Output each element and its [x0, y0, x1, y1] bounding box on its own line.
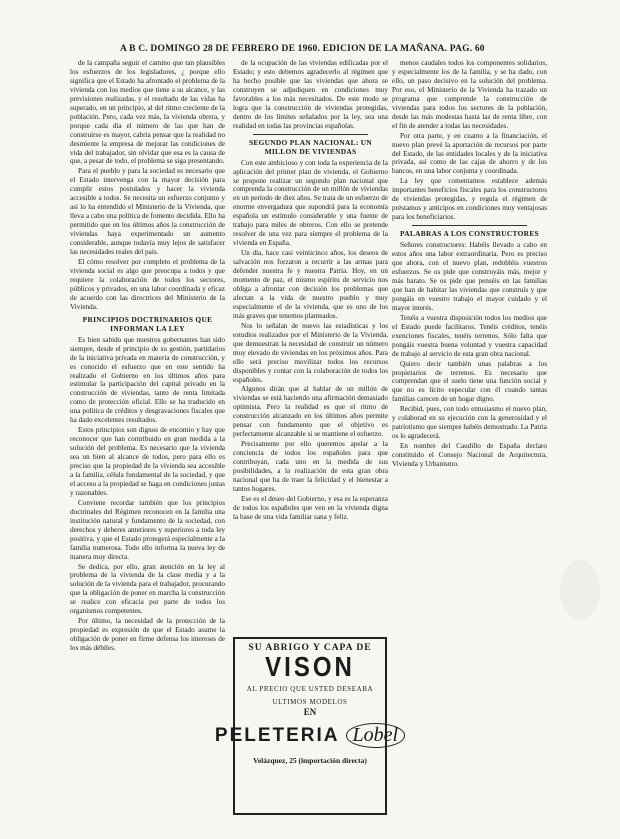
ad-address: Velázquez, 25 (importación directa)	[253, 756, 367, 765]
paragraph: Es bien sabido que nuestros gobernantes han sido siempre, desde el principio de su gestión, partidarios de la iniciativa privada en materia de construcción, y es conocido el esfuerzo que en este sentido ha realizado el Gobierno en los últimos años para estimular la participación del capital privado en la construcción de viviendas, tanto de renta limitada como de protección oficial. Ello se ha traducido en una política de créditos y desgravaciones fiscales que ha dado excelentes resultados.	[70, 335, 225, 425]
section-heading: PALABRAS A LOS CONSTRUCTORES	[400, 229, 539, 239]
paragraph: Por último, la necesidad de la protección de la propiedad es expresión de que el Estado asume la obligación de poner en firme defensa los intereses de los más débiles.	[70, 617, 225, 653]
paragraph: En nombre del Caudillo de España declaro constituido el Consejo Nacional de Arquitectura, Vivienda y Urbanismo.	[392, 442, 547, 469]
paragraph: Recibid, pues, con todo entusiasmo el nuevo plan, y colaborad en su ejecución con la generosidad y el patriotismo que siempre habéis demostrado. La Patria os lo agradecerá.	[392, 405, 547, 441]
ad-line: EN	[303, 707, 317, 717]
paragraph: La ley que comentamos establece además importantes beneficios fiscales para los constructores de viviendas protegidas, y regula el régimen de préstamos y anticipos en condiciones muy ventajosas para los beneficiarios.	[392, 177, 547, 222]
paragraph: Precisamente por ello queremos apelar a la conciencia de todos los españoles para que contribuyan, cada uno en la medida de sus posibilidades, a la realización de esta gran obra nacional que ha de traer la felicidad y el bienestar a tantos hogares.	[233, 440, 388, 493]
ad-store-name: PELETERIA	[214, 724, 340, 746]
column-middle	[233, 59, 388, 629]
paragraph: Señores constructores: Habéis llevado a cabo en estos años una labor extraordinaria. Pero es preciso que ahora, con el nuevo plan, redobléis vuestros esfuerzos. Se os pide que construyáis más, mejor y más barato. Se os pide que penséis en las familias que han de habitar las viviendas que construís y que pongáis en vuestro trabajo el mayor cuidado y el mayor interés.	[392, 241, 547, 312]
section-heading: PRINCIPIOS DOCTRINARIOS QUE INFORMAN LA LEY	[82, 314, 213, 333]
paragraph: Ese es el deseo del Gobierno, y esa es la esperanza de todos los españoles que ven en la vivienda digna la base de una vida familiar sana y feliz.	[233, 494, 388, 521]
paper-smudge	[560, 560, 600, 620]
paragraph: Un día, hace casi veinticinco años, los deseos de salvación nos forzaron a recurrir a las armas para defender nuestra fe y nuestra Patria. Hoy, en un momento de paz, el mismo espíritu de servicio nos obliga a afrontar con decisión los problemas que afectan a la vida de nuestro pueblo y muy especialmente el de la vivienda, que es uno de los más graves que tenemos planteados.	[233, 249, 388, 320]
page-header: A B C. DOMINGO 28 DE FEBRERO DE 1960. EDICION DE LA MAÑANA. PAG. 60	[120, 44, 485, 54]
paragraph: Por otra parte, y en cuanto a la financiación, el nuevo plan prevé la aportación de recursos por parte del Estado, de las entidades locales y de la iniciativa privada, así como de las cajas de ahorro y de los bancos, en una labor conjunta y coordinada.	[392, 131, 547, 176]
paragraph: Se dedica, por ello, gran atención en la ley al problema de la vivienda de la clase media y a la solución de la vivienda para el trabajador, procurando que la obligación de poner en marcha la construcción se realice con eficacia por parte de todos los organismos competentes.	[70, 562, 225, 616]
ad-headline: VISON	[265, 651, 355, 683]
paragraph: Estos principios son dignos de encomio y hay que reconocer que han contribuido en gran medida a la solución del problema. Es necesario que la vivienda sea un bien al alcance de todos, pero para ello es preciso que la propiedad de la vivienda sea accesible a la familia, célula fundamental de la sociedad, y que el acceso a la propiedad se haga en condiciones justas y razonables.	[70, 426, 225, 497]
paragraph: Conviene recordar también que los principios doctrinales del Régimen reconocen en la familia una institución natural y fundamento de la sociedad, con derechos y deberes anteriores y superiores a toda ley positiva, y que el Estado protegerá especialmente a la familia numerosa. Todo ello informa la nueva ley de manera muy directa.	[70, 498, 225, 561]
ad-line: ULTIMOS MODELOS	[272, 698, 348, 706]
ad-logo: Lobel	[346, 723, 406, 748]
ad-line: AL PRECIO QUE USTED DESEABA	[246, 685, 374, 693]
paragraph: Para el pueblo y para la sociedad es necesario que el Estado intervenga con la mayor decisión para cumplir estos postulados y hacer la vivienda accesible a todos. Se necesita un esfuerzo conjunto y así lo ha entendido el Ministerio de la Vivienda, que lleva a cabo una política de fomento decidida. Ello ha permitido que en los últimos años la construcción de viviendas haya experimentado un aumento considerable, aunque todavía muy lejos de satisfacer las necesidades reales del país.	[70, 167, 225, 257]
divider	[412, 225, 527, 226]
paragraph: de la ocupación de las viviendas edificadas por el Estado; y esto debemos agradecerlo al régimen que ha hecho posible que las viviendas que ahora se construyen se adjudiquen en condiciones muy favorables a los más necesitados. De este modo se logra que la construcción de viviendas protegidas, dentro de los límites señalados por la ley, sea una realidad en todas las provincias españolas.	[233, 59, 388, 130]
divider	[253, 134, 368, 135]
paragraph: Con este ambicioso y con toda la experiencia de la aplicación del primer plan de vivienda, el Gobierno se propone realizar un segundo plan nacional que comprenda la construcción de un millón de viviendas en un período de diez años. Se trata de un esfuerzo de enorme envergadura que supondrá para la economía española un estímulo considerable y una fuente de trabajo para miles de obreros. Con ello se pretende resolver de una vez para siempre el problema de la vivienda en España.	[233, 158, 388, 248]
fur-advertisement	[214, 637, 399, 815]
ad-brand	[214, 723, 399, 748]
paragraph: de la campaña seguir el camino que tan plausibles los esfuerzos de los legisladores, ¿ porque ello significa que el Estado ha afrontado el problema de la vivienda con los medios que tiene a su alcance, y las previsiones realizadas, y el resultado de las vidas ha superado, en un principio, al del ritmo creciente de la población. Pero, cada vez más, la vivienda obrera, y porque cada día el número de las que han de construirse es mayor, cabría pensar que la realidad no desmiente la empresa de mejorar las condiciones de vida del trabajador, sin olvidar que esa es la causa de que, a pesar de todo, el problema se siga presentando.	[70, 59, 225, 166]
column-right	[392, 59, 547, 829]
paragraph: Tenéis a vuestra disposición todos los medios que el Estado puede facilitaros. Tenéis créditos, tenéis exenciones fiscales, tenéis terrenos. Sólo falta que pongáis vuestra buena voluntad y vuestra capacidad de trabajo al servicio de esta gran obra nacional.	[392, 313, 547, 358]
paragraph: Algunos dirán que al hablar de un millón de viviendas se está haciendo una afirmación demasiado optimista. Pero la realidad es que el ritmo de construcción alcanzado en los últimos años permite pensar con fundamento que el objetivo es perfectamente alcanzable si se mantiene el esfuerzo.	[233, 385, 388, 439]
column-left	[70, 59, 225, 829]
paragraph: Quiero decir también unas palabras a los propietarios de terrenos. Es necesario que comprendan que el suelo tiene una función social y que no es lícito especular con él cuando tantas familias carecen de un hogar digno.	[392, 359, 547, 404]
section-heading: SEGUNDO PLAN NACIONAL: UN MILLON DE VIVIENDAS	[248, 137, 373, 156]
paragraph: Nos lo señalan de nuevo las estadísticas y los estudios realizados por el Ministerio de la Vivienda, que demuestran la necesidad de construir un número muy elevado de viviendas en los próximos años. Para ello será preciso movilizar todos los recursos disponibles y contar con la colaboración de todos los españoles.	[233, 321, 388, 384]
paragraph: El cómo resolver por completo el problema de la vivienda social es algo que preocupa a todos y que requiere la colaboración de todos los sectores, públicos y privados, en una labor coordinada y eficaz de acuerdo con las directrices del Ministerio de la Vivienda.	[70, 257, 225, 311]
ad-line: SU ABRIGO Y CAPA DE	[248, 643, 372, 653]
paragraph: menos caudales todos los componentes solidarios, y especialmente los de la familia, y se ha dado, con ello, un paso decisivo en la solución del problema. Por eso, el Ministerio de la Vivienda ha trazado un programa que comprende la construcción de viviendas para todos los sectores de la población, desde las más modestas hasta las de renta libre, con el fin de atender a todas las necesidades.	[392, 59, 547, 130]
